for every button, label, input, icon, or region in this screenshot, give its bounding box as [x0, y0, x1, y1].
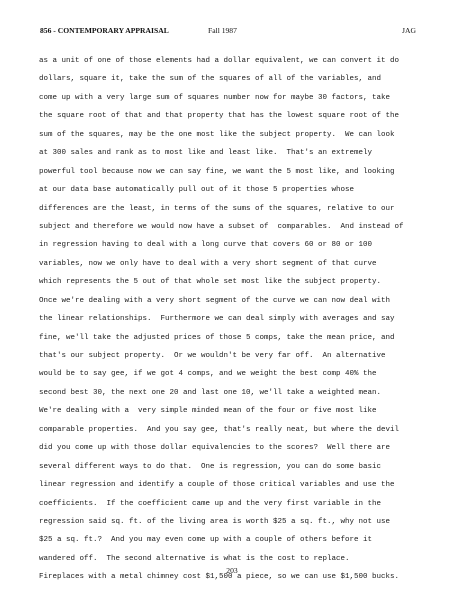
text-line: would be to say gee, if we got 4 comps, and we weight the best comp 40% the	[39, 370, 377, 379]
text-line: at our data base automatically pull out of it those 5 properties whose	[39, 186, 355, 195]
body-text	[39, 52, 437, 587]
text-line: variables, now we only have to deal with a very short segment of that curve	[39, 259, 377, 268]
text-line: come up with a very large sum of squares number now for maybe 30 factors, take	[39, 93, 391, 102]
issue-date: Fall 1987	[208, 26, 237, 35]
author-initials: JAG	[402, 26, 416, 35]
text-line: at 300 sales and rank as to most like and least like. That's an extremely	[39, 149, 373, 158]
page-number: 203	[226, 566, 238, 575]
running-header	[40, 26, 424, 40]
text-line: that's our subject property. Or we wouldn't be very far off. An alternative	[39, 352, 386, 360]
text-line: Fireplaces with a metal chimney cost $1,500 a piece, so we can use $1,500 bucks.	[39, 573, 400, 582]
text-line: dollars, square it, take the sum of the squares of all of the variables, and	[39, 75, 382, 84]
text-line: second best 30, the next one 20 and last one 10, we'll take a weighted mean.	[39, 388, 382, 397]
text-line: the linear relationships. Furthermore we can deal simply with averages and say	[39, 315, 395, 324]
text-line: Once we're dealing with a very short segment of the curve we can now deal with	[39, 296, 391, 305]
text-line: We're dealing with a very simple minded mean of the four or five most like	[39, 407, 377, 416]
text-line: sum of the squares, may be the one most like the subject property. We can look	[39, 130, 395, 139]
text-line: in regression having to deal with a long curve that covers 60 or 80 or 100	[39, 241, 373, 250]
text-line: did you come up with those dollar equivalencies to the scores? Well there are	[39, 444, 391, 453]
text-line: wandered off. The second alternative is what is the cost to replace.	[39, 554, 350, 563]
text-line: coefficients. If the coefficient came up and the very first variable in the	[39, 499, 382, 508]
text-line: differences are the least, in terms of the sums of the squares, relative to our	[39, 204, 395, 213]
text-line: the square root of that and that property that has the lowest square root of the	[39, 112, 400, 121]
journal-title: 856 - CONTEMPORARY APPRAISAL	[40, 26, 169, 35]
text-line: linear regression and identify a couple of those critical variables and use the	[39, 481, 395, 490]
text-line: comparable properties. And you say gee, that's really neat, but where the devil	[39, 425, 400, 434]
text-line: as a unit of one of those elements had a dollar equivalent, we can convert it do	[39, 57, 400, 65]
text-line: powerful tool because now we can say fine, we want the 5 most like, and looking	[39, 167, 395, 176]
text-line: several different ways to do that. One is regression, you can do some basic	[39, 462, 382, 471]
text-line: fine, we'll take the adjusted prices of those 5 comps, take the mean price, and	[39, 333, 395, 342]
text-line: which represents the 5 out of that whole set most like the subject property.	[39, 278, 382, 287]
text-line: regression said sq. ft. of the living area is worth $25 a sq. ft., why not use	[39, 517, 391, 526]
text-line: subject and therefore we would now have a subset of comparables. And instead of	[39, 222, 404, 231]
text-line: $25 a sq. ft.? And you may even come up with a couple of others before it	[39, 536, 373, 545]
